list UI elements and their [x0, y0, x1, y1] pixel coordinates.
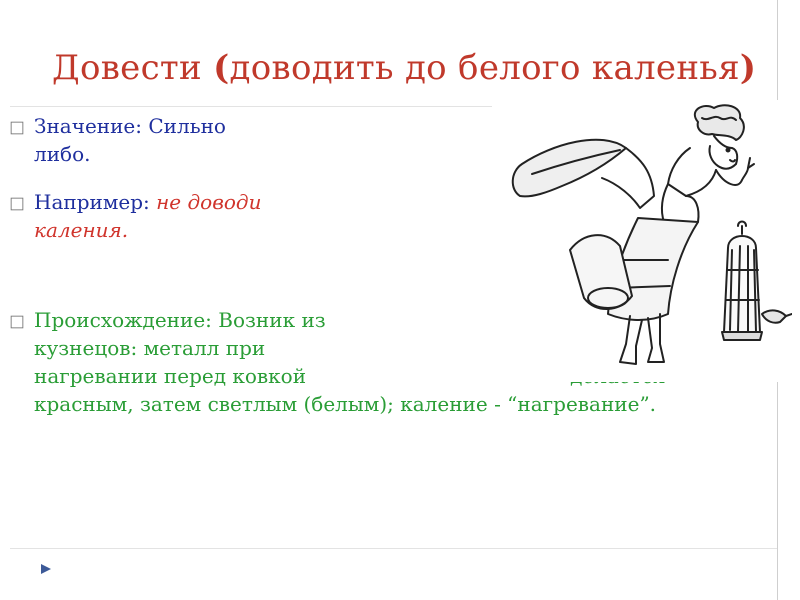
title-paren-open: (: [213, 48, 230, 88]
meaning-item: [34, 112, 264, 168]
origin-line-4: красным, затем светлым (белым); каление - “нагревание”.: [34, 392, 657, 416]
example-text-2: каления.: [34, 218, 129, 242]
title-inner: доводить до белого каленья: [229, 48, 740, 88]
origin-label: Происхождение:: [34, 308, 212, 332]
example-text-1: не доводи: [149, 190, 262, 214]
meaning-text-2: либо.: [34, 142, 91, 166]
title-paren-close: ): [739, 48, 757, 88]
bullet-icon: [11, 316, 24, 329]
origin-line-2: кузнецов: металл при: [34, 336, 266, 360]
bullet-icon: [11, 122, 24, 135]
origin-line-3a: нагревании перед ковкой: [34, 364, 307, 388]
woman-scolding-illustration: [492, 100, 792, 382]
origin-line-1: Возник из: [211, 308, 326, 332]
title-main: Довести: [52, 48, 214, 88]
triangle-right-icon[interactable]: [40, 563, 52, 575]
example-label: Например:: [34, 190, 150, 214]
meaning-label: Значение:: [34, 114, 143, 138]
bullet-icon: [11, 198, 24, 211]
footer-divider: [10, 548, 777, 549]
slide-title: [52, 48, 756, 88]
meaning-text-1: Сильно: [142, 114, 226, 138]
